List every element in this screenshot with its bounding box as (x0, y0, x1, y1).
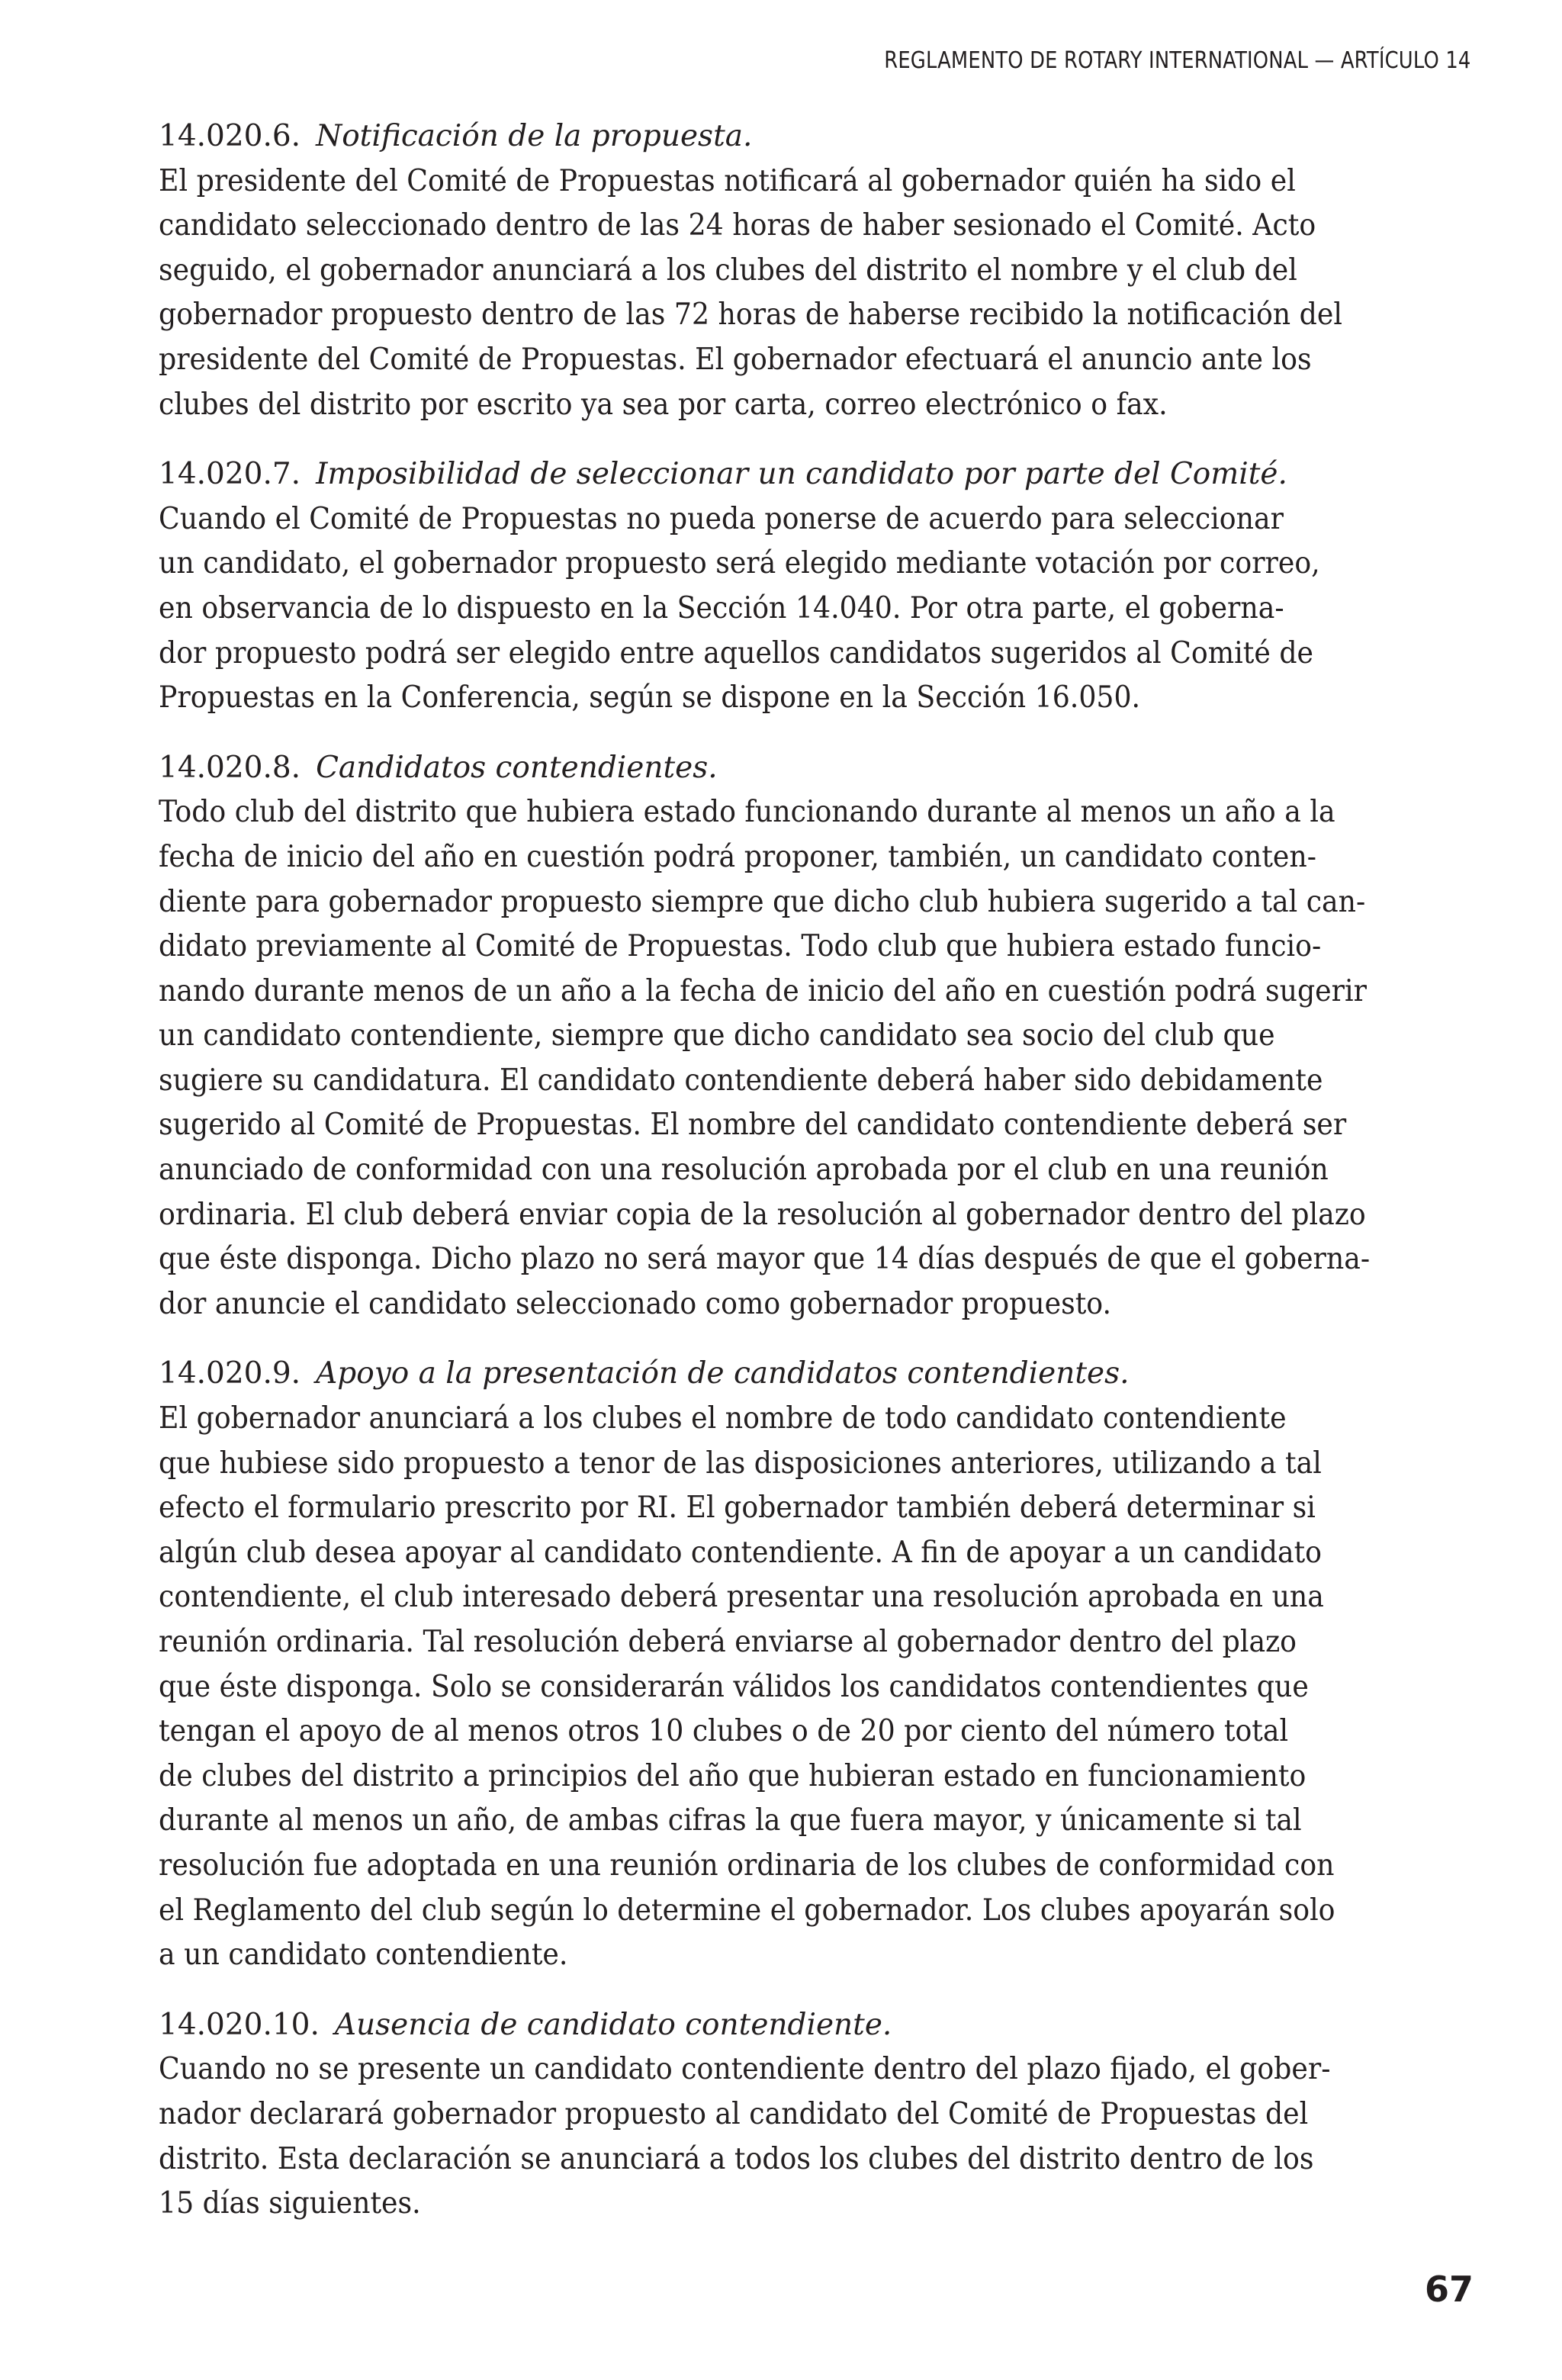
paragraph-line: fecha de inicio del año en cuestión podrá proponer, también, un candidato conten- (159, 839, 1316, 874)
document-body (159, 114, 1478, 2252)
paragraph-line: efecto el formulario prescrito por RI. El gobernador también deberá determinar si (159, 1491, 1316, 1526)
paragraph-line: contendiente, el club interesado deberá presentar una resolución aprobada en una (159, 1580, 1324, 1615)
paragraph-line: algún club desea apoyar al candidato contendiente. A fin de apoyar a un candidato (159, 1535, 1323, 1570)
section-number: 14.020.7. (159, 457, 301, 492)
section-number: 14.020.9. (159, 1356, 301, 1391)
paragraph-line: dor anuncie el candidato seleccionado como gobernador propuesto. (159, 1286, 1112, 1321)
paragraph-line: clubes del distrito por escrito ya sea por carta, correo electrónico o fax. (159, 387, 1168, 422)
section-14-020-7 (159, 452, 1478, 721)
paragraph-line: distrito. Esta declaración se anunciará a todos los clubes del distrito dentro de los (159, 2141, 1314, 2176)
paragraph-line: reunión ordinaria. Tal resolución deberá enviarse al gobernador dentro del plazo (159, 1625, 1297, 1659)
paragraph-line: ordinaria. El club deberá enviar copia de la resolución al gobernador dentro del plazo (159, 1197, 1366, 1232)
paragraph-line: seguido, el gobernador anunciará a los clubes del distrito el nombre y el club del (159, 252, 1297, 288)
section-paragraph (159, 159, 1478, 428)
paragraph-line: presidente del Comité de Propuestas. El gobernador efectuará el anuncio ante los (159, 342, 1312, 377)
paragraph-line: que éste disponga. Solo se considerarán válidos los candidatos contendientes que (159, 1669, 1309, 1704)
paragraph-line: en observancia de lo dispuesto en la Sección 14.040. Por otra parte, el goberna- (159, 590, 1284, 626)
paragraph-line: candidato seleccionado dentro de las 24 horas de haber sesionado el Comité. Acto (159, 208, 1316, 243)
paragraph-line: resolución fue adoptada en una reunión ordinaria de los clubes de conformidad con (159, 1848, 1335, 1883)
paragraph-line: sugiere su candidatura. El candidato contendiente deberá haber sido debidamente (159, 1063, 1323, 1098)
paragraph-line: un candidato contendiente, siempre que dicho candidato sea socio del club que (159, 1018, 1275, 1053)
section-heading (159, 746, 1478, 791)
paragraph-line: a un candidato contendiente. (159, 1938, 568, 1973)
paragraph-line: Cuando el Comité de Propuestas no pueda ponerse de acuerdo para seleccionar (159, 501, 1284, 536)
paragraph-line: didato previamente al Comité de Propuestas. Todo club que hubiera estado funcio- (159, 929, 1322, 964)
section-heading (159, 1352, 1478, 1397)
section-14-020-9 (159, 1352, 1478, 1977)
paragraph-line: dor propuesto podrá ser elegido entre aquellos candidatos sugeridos al Comité de (159, 635, 1314, 671)
paragraph-line: El presidente del Comité de Propuestas notificará al gobernador quién ha sido el (159, 163, 1296, 198)
section-number: 14.020.6. (159, 119, 301, 153)
paragraph-line: 15 días siguientes. (159, 2186, 421, 2221)
section-paragraph (159, 1397, 1478, 1978)
section-paragraph (159, 2047, 1478, 2226)
paragraph-line: El gobernador anunciará a los clubes el nombre de todo candidato contendiente (159, 1401, 1287, 1436)
section-title: Ausencia de candidato contendiente. (334, 2007, 892, 2042)
section-paragraph (159, 790, 1478, 1327)
paragraph-line: diente para gobernador propuesto siempre que dicho club hubiera sugerido a tal can- (159, 884, 1366, 919)
section-heading (159, 114, 1478, 159)
section-title: Imposibilidad de seleccionar un candidato por parte del Comité. (316, 457, 1287, 492)
section-number: 14.020.8. (159, 750, 301, 785)
paragraph-line: que éste disponga. Dicho plazo no será mayor que 14 días después de que el goberna- (159, 1242, 1371, 1277)
section-paragraph (159, 497, 1478, 721)
paragraph-line: de clubes del distrito a principios del año que hubieran estado en funcionamiento (159, 1758, 1306, 1793)
paragraph-line: nador declarará gobernador propuesto al candidato del Comité de Propuestas del (159, 2096, 1309, 2131)
section-14-020-8 (159, 746, 1478, 1327)
paragraph-line: durante al menos un año, de ambas cifras la que fuera mayor, y únicamente si tal (159, 1803, 1302, 1838)
section-heading (159, 452, 1478, 497)
section-title: Apoyo a la presentación de candidatos contendientes. (316, 1356, 1130, 1391)
paragraph-line: tengan el apoyo de al menos otros 10 clubes o de 20 por ciento del número total (159, 1714, 1289, 1749)
paragraph-line: que hubiese sido propuesto a tenor de las disposiciones anteriores, utilizando a tal (159, 1446, 1322, 1481)
paragraph-line: Propuestas en la Conferencia, según se dispone en la Sección 16.050. (159, 680, 1141, 716)
paragraph-line: anunciado de conformidad con una resolución aprobada por el club en una reunión (159, 1153, 1329, 1188)
section-title: Notificación de la propuesta. (316, 119, 753, 153)
page-number: 67 (1424, 2269, 1474, 2310)
section-14-020-6 (159, 114, 1478, 427)
section-heading (159, 2003, 1478, 2048)
section-number: 14.020.10. (159, 2007, 320, 2042)
paragraph-line: gobernador propuesto dentro de las 72 horas de haberse recibido la notificación del (159, 298, 1342, 333)
section-title: Candidatos contendientes. (316, 750, 718, 785)
paragraph-line: sugerido al Comité de Propuestas. El nombre del candidato contendiente deberá ser (159, 1108, 1347, 1143)
paragraph-line: nando durante menos de un año a la fecha de inicio del año en cuestión podrá sugerir (159, 973, 1367, 1008)
paragraph-line: Todo club del distrito que hubiera estado funcionando durante al menos un año a la (159, 795, 1335, 830)
section-14-020-10 (159, 2003, 1478, 2227)
running-header: REGLAMENTO DE ROTARY INTERNATIONAL — ARTÍCULO 14 (883, 47, 1470, 74)
paragraph-line: Cuando no se presente un candidato contendiente dentro del plazo fijado, el gober- (159, 2052, 1331, 2087)
paragraph-line: un candidato, el gobernador propuesto será elegido mediante votación por correo, (159, 546, 1320, 581)
paragraph-line: el Reglamento del club según lo determine el gobernador. Los clubes apoyarán solo (159, 1893, 1335, 1928)
